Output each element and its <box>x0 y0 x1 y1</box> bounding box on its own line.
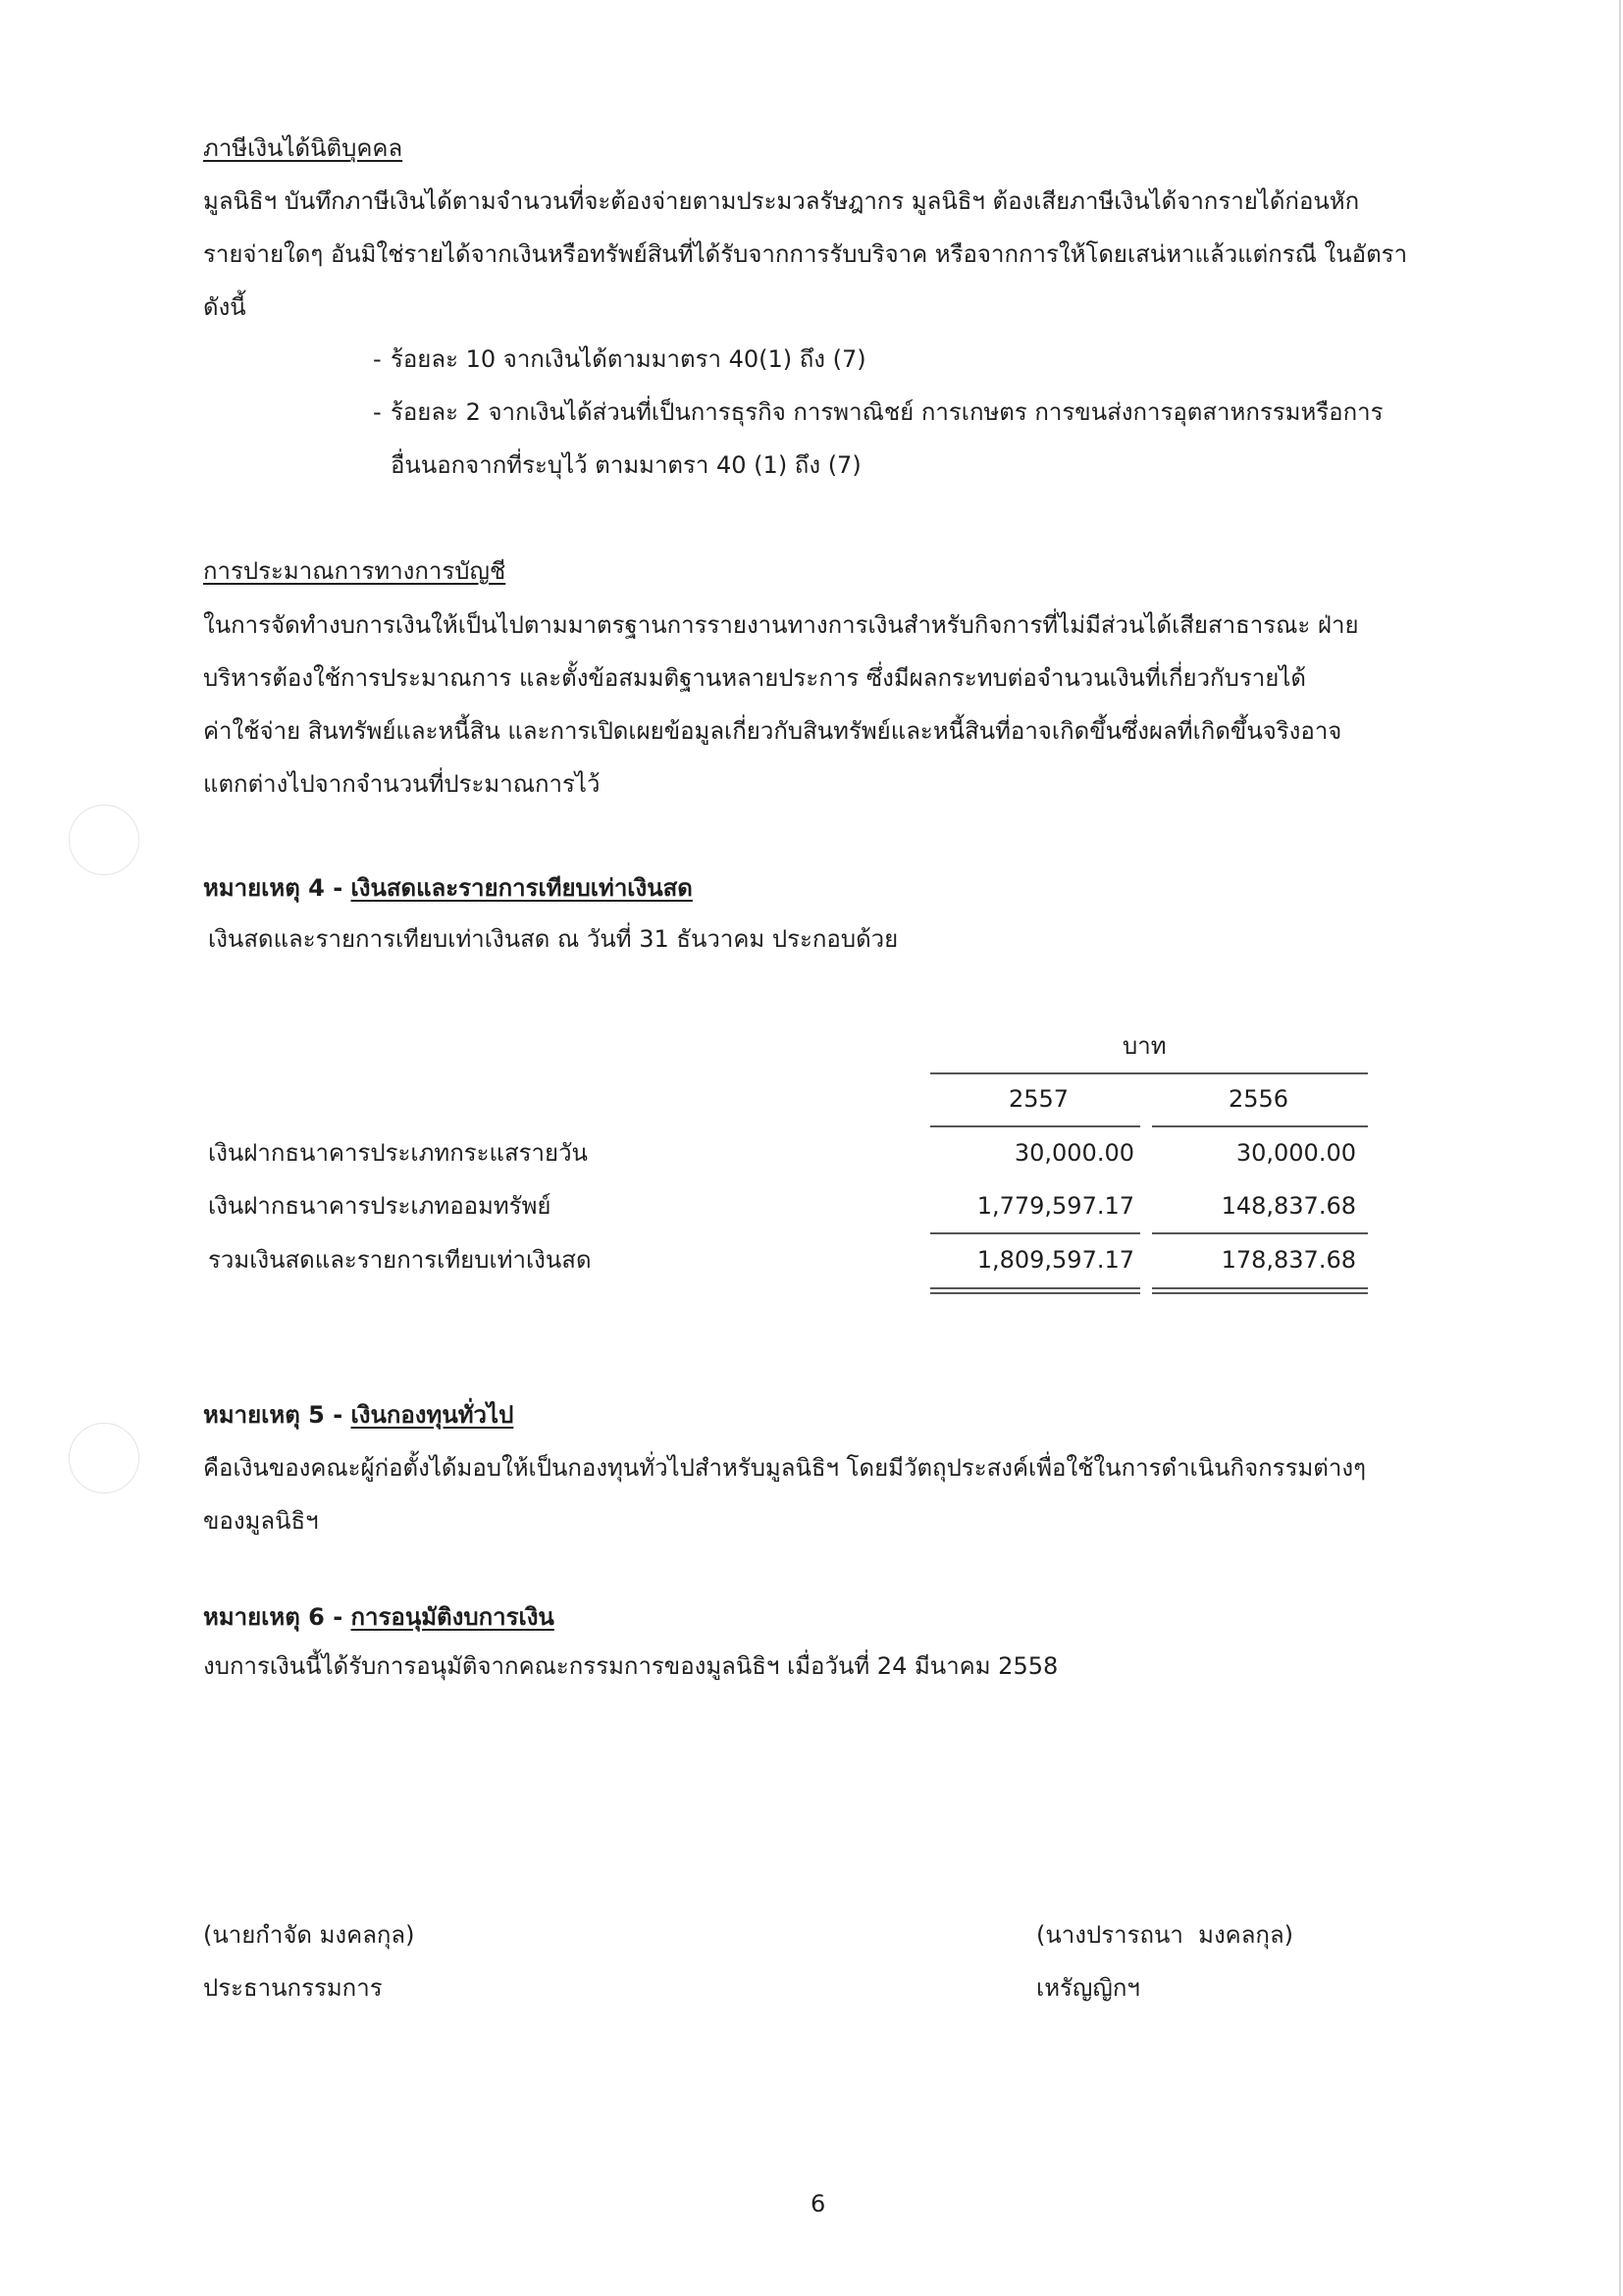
paragraph-line: แตกต่างไปจากจำนวนที่ประมาณการไว้ <box>203 770 601 798</box>
value-2556: 30,000.00 <box>1235 1139 1356 1167</box>
currency-label: บาท <box>1123 1032 1167 1060</box>
table-rule <box>930 1232 1140 1234</box>
page-number: 6 <box>811 2190 826 2218</box>
note-6-heading <box>203 1599 554 1635</box>
tax-section-title: ภาษีเงินได้นิติบุคคล <box>203 134 403 162</box>
total-2557: 1,809,597.17 <box>976 1246 1134 1274</box>
note-4-prefix: หมายเหตุ 4 - <box>203 874 351 902</box>
bullet-dash: - <box>373 345 382 373</box>
double-rule <box>930 1287 1140 1294</box>
tax-section-body <box>203 175 1407 334</box>
note-5-prefix: หมายเหตุ 5 - <box>203 1401 351 1429</box>
note-5-heading <box>203 1397 513 1433</box>
column-header-2556: 2556 <box>1229 1085 1289 1113</box>
note-5-title: เงินกองทุนทั่วไป <box>350 1401 514 1429</box>
paragraph-line: ดังนี้ <box>203 293 246 321</box>
bullet-dash: - <box>373 398 382 426</box>
table-rule <box>1152 1125 1368 1127</box>
note-6-title: การอนุมัติงบการเงิน <box>350 1603 554 1631</box>
signatory-left-title: ประธานกรรมการ <box>203 1974 383 2002</box>
note-5-body <box>203 1441 1366 1547</box>
paragraph-line: ค่าใช้จ่าย สินทรัพย์และหนี้สิน และการเปิดเผยข้อมูลเกี่ยวกับสินทรัพย์และหนี้สินที่อาจเกิดขึ้นซึ่งผลที่เกิดขึ้นจริงอาจ <box>203 717 1342 745</box>
row-label: เงินฝากธนาคารประเภทออมทรัพย์ <box>208 1192 551 1220</box>
column-header-2557: 2557 <box>1009 1085 1070 1113</box>
paragraph-line: รายจ่ายใดๆ อันมิใช่รายได้จากเงินหรือทรัพย์สินที่ได้รับจากการรับบริจาค หรือจากการให้โดยเสน่หาแล้วแต่กรณี ในอัตรา <box>203 240 1408 268</box>
table-rule <box>930 1072 1368 1074</box>
total-2556: 178,837.68 <box>1221 1246 1356 1274</box>
signatory-left-name: (นายกำจัด มงคลกุล) <box>203 1921 415 1949</box>
paragraph-line: ในการจัดทำงบการเงินให้เป็นไปตามมาตรฐานการรายงานทางการเงินสำหรับกิจการที่ไม่มีส่วนได้เสียสาธารณะ ฝ่าย <box>203 611 1359 639</box>
note-4-title: เงินสดและรายการเทียบเท่าเงินสด <box>350 874 693 902</box>
note-6-prefix: หมายเหตุ 6 - <box>203 1603 351 1631</box>
tax-rate-item: ร้อยละ 10 จากเงินได้ตามมาตรา 40(1) ถึง (7) <box>391 345 866 373</box>
table-rule <box>930 1125 1140 1127</box>
punch-hole-mark <box>69 805 139 875</box>
value-2557: 1,779,597.17 <box>976 1192 1134 1220</box>
tax-rate-item-continued: อื่นนอกจากที่ระบุไว้ ตามมาตรา 40 (1) ถึง (7) <box>391 451 862 479</box>
tax-rate-item: ร้อยละ 2 จากเงินได้ส่วนที่เป็นการธุรกิจ การพาณิชย์ การเกษตร การขนส่งการอุตสาหกรรมหรือการ <box>391 398 1384 426</box>
paragraph-line: ของมูลนิธิฯ <box>203 1507 319 1535</box>
paragraph-line: บริหารต้องใช้การประมาณการ และตั้งข้อสมมติฐานหลายประการ ซึ่งมีผลกระทบต่อจำนวนเงินที่เกี่ยวกับรายได้ <box>203 664 1306 692</box>
punch-hole-mark <box>69 1423 139 1493</box>
paragraph-line: มูลนิธิฯ บันทึกภาษีเงินได้ตามจำนวนที่จะต้องจ่ายตามประมวลรัษฎากร มูลนิธิฯ ต้องเสียภาษีเงินได้จากรายได้ก่อนหัก <box>203 187 1360 215</box>
signatory-right-title: เหรัญญิกฯ <box>1036 1974 1140 2002</box>
value-2556: 148,837.68 <box>1221 1192 1356 1220</box>
row-label: เงินฝากธนาคารประเภทกระแสรายวัน <box>208 1139 588 1167</box>
estimates-section-title: การประมาณการทางการบัญชี <box>203 557 506 585</box>
note-4-heading <box>203 870 693 906</box>
double-rule <box>1152 1287 1368 1294</box>
table-rule <box>1152 1232 1368 1234</box>
value-2557: 30,000.00 <box>1014 1139 1134 1167</box>
estimates-section-body <box>203 599 1359 810</box>
note-6-text: งบการเงินนี้ได้รับการอนุมัติจากคณะกรรมการของมูลนิธิฯ เมื่อวันที่ 24 มีนาคม 2558 <box>203 1652 1059 1680</box>
signatory-right-name: (นางปรารถนา มงคลกุล) <box>1036 1921 1294 1949</box>
paragraph-line: คือเงินของคณะผู้ก่อตั้งได้มอบให้เป็นกองทุนทั่วไปสำหรับมูลนิธิฯ โดยมีวัตถุประสงค์เพื่อใช้ในการดำเนินกิจกรรมต่างๆ <box>203 1454 1366 1482</box>
total-label: รวมเงินสดและรายการเทียบเท่าเงินสด <box>208 1246 592 1274</box>
note-4-intro: เงินสดและรายการเทียบเท่าเงินสด ณ วันที่ 31 ธันวาคม ประกอบด้วย <box>208 925 899 953</box>
scan-edge <box>1619 0 1621 2296</box>
